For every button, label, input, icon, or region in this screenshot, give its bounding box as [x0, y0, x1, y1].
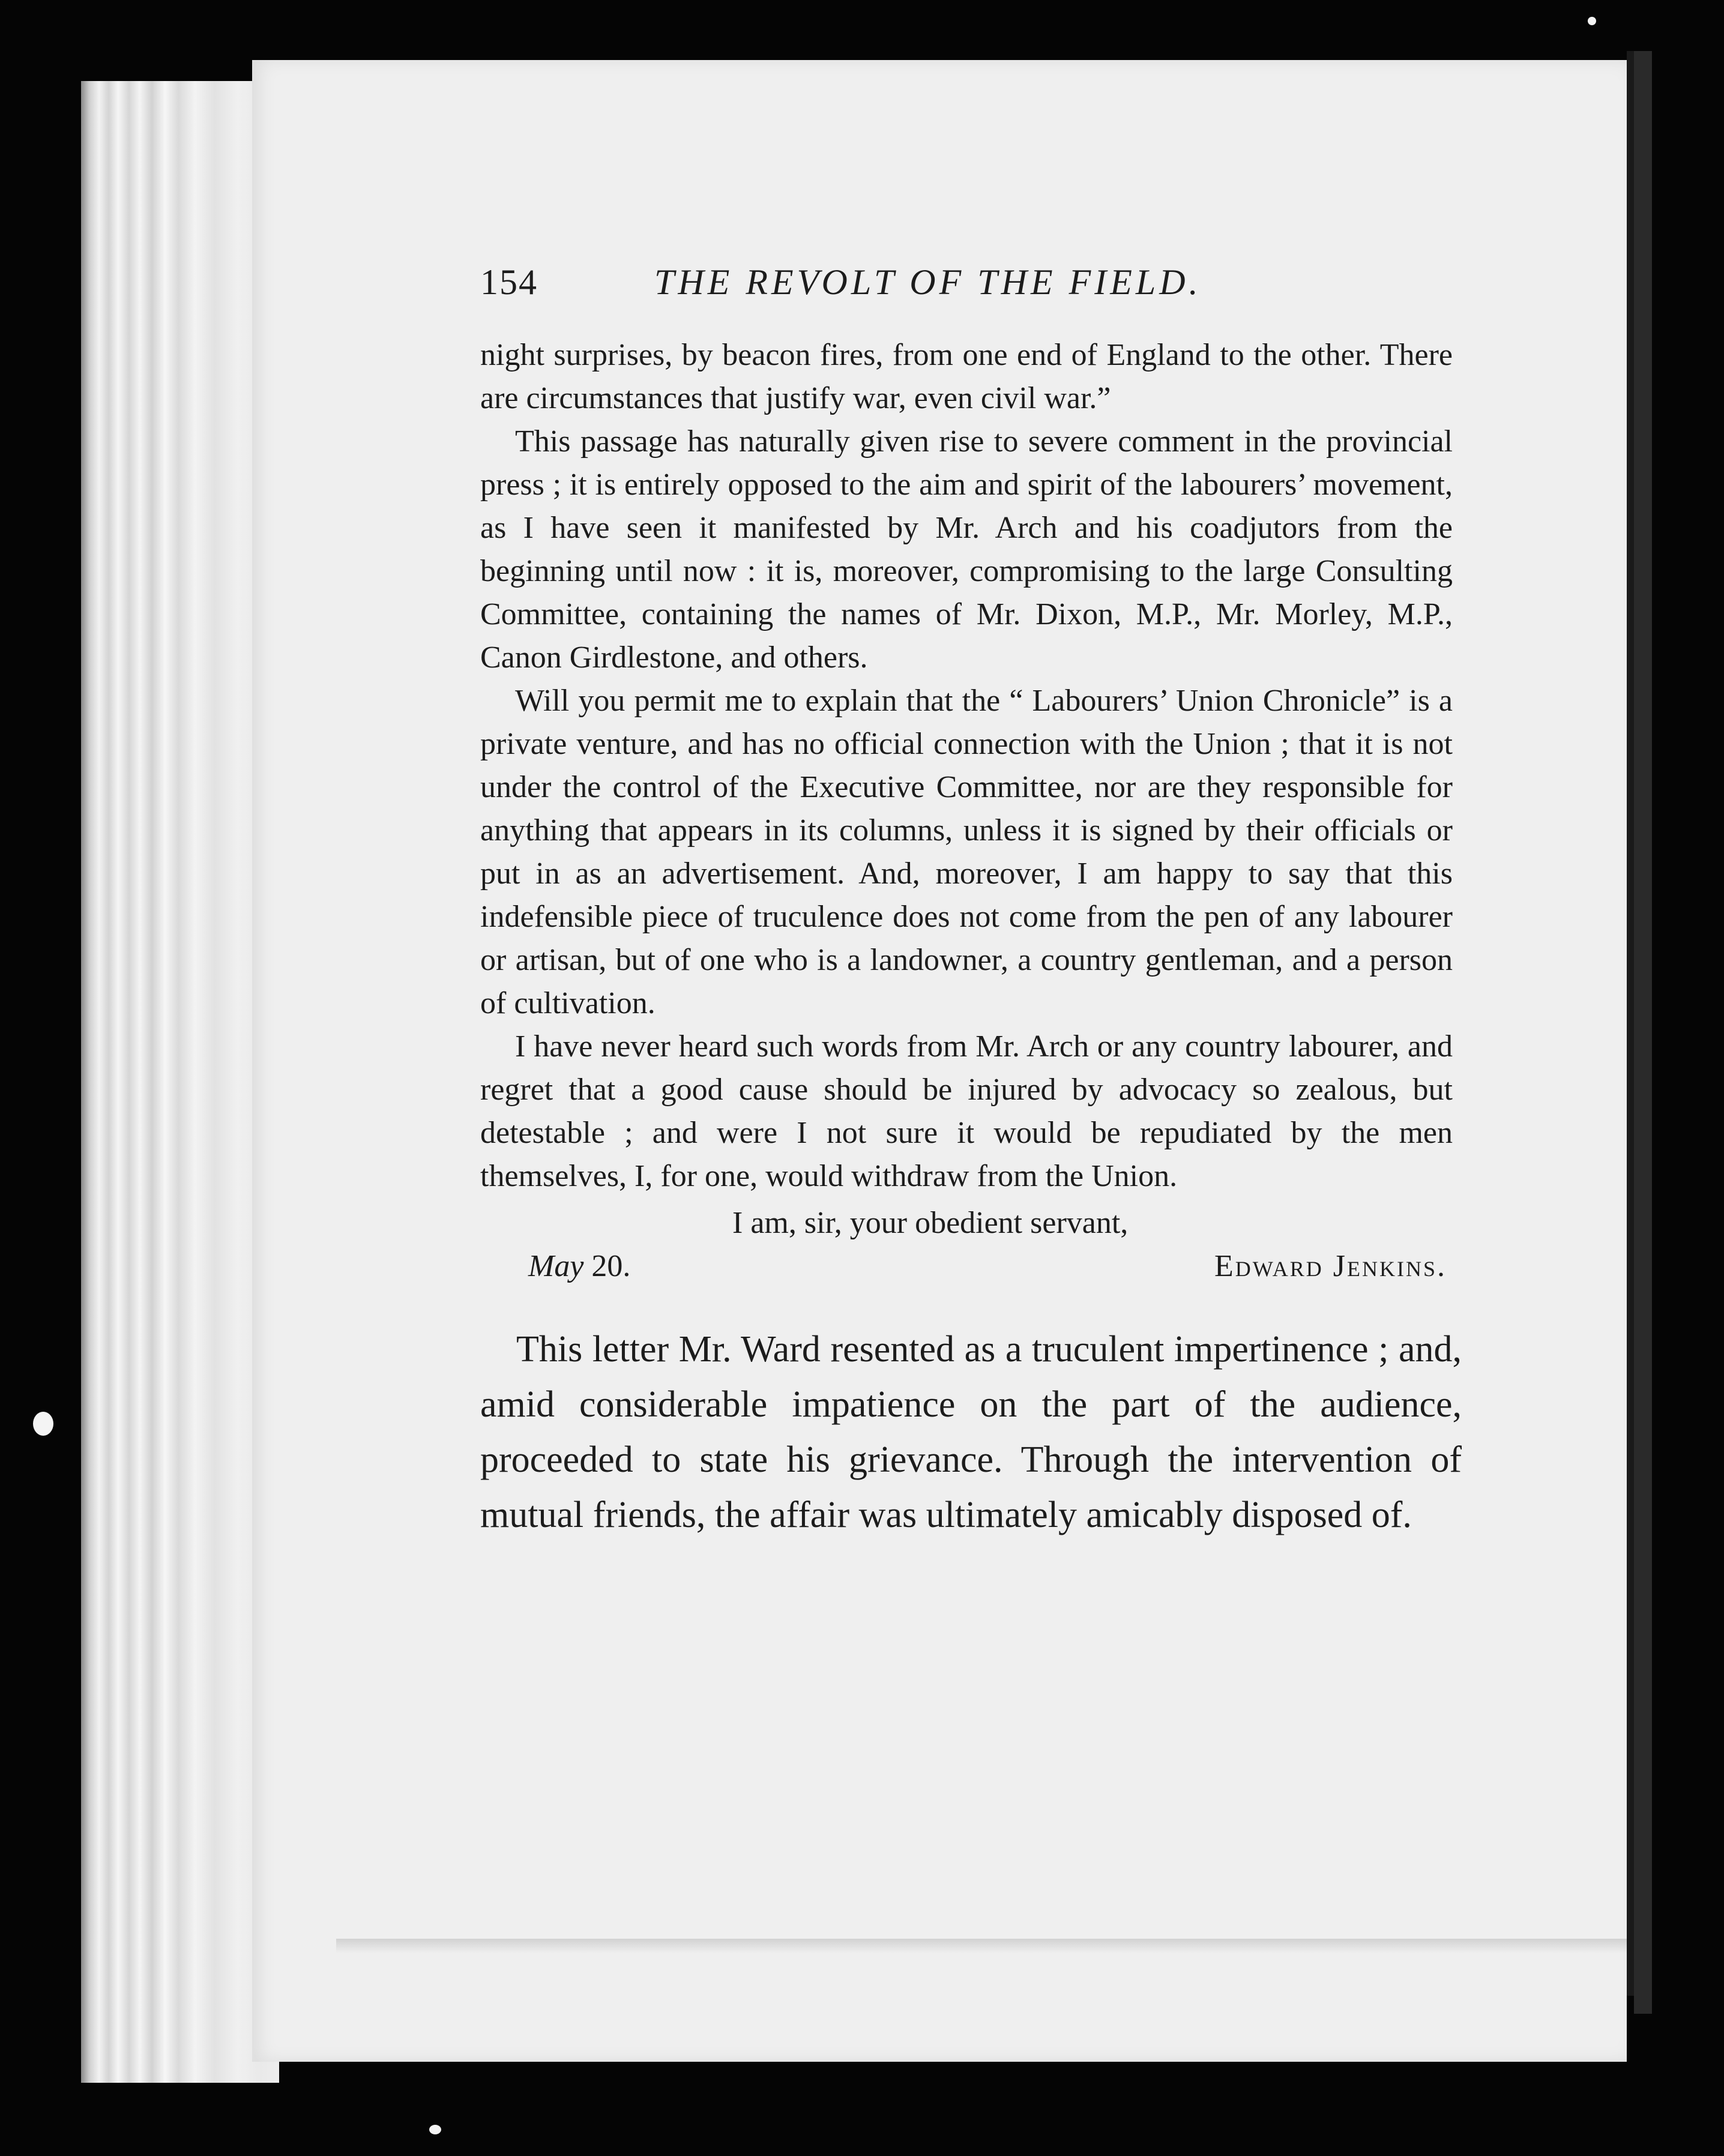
- page-stack-edges: [81, 81, 279, 2083]
- dust-speck: [429, 2125, 441, 2134]
- running-head: [480, 258, 1453, 306]
- letter-paragraph: Will you permit me to explain that the “ Labourers’ Union Chronicle” is a private venture, and has no official connection with the Union ; that it is not under the control of the Executive Committee, nor are they responsible for anything that appears in its columns, unless it is signed by their officials or put in as an advertisement. And, moreover, I am happy to say that this indefensible piece of truculence does not come from the pen of any labourer or artisan, but of one who is a landowner, a country gentleman, and a person of cultivation.: [480, 684, 1453, 1020]
- page-bottom-shadow: [336, 1939, 1627, 1953]
- narrative-paragraph: This letter Mr. Ward resented as a truculent impertinence ; and, amid considerable impatience on the part of the audience, proceeded to state his grievance. Through the intervention of mutual friends, the affair was ultimately amicably disposed of.: [480, 1329, 1462, 1535]
- letter-paragraph: night surprises, by beacon fires, from one end of England to the other. There are circumstances that justify war, even civil war.”: [480, 338, 1453, 415]
- letter-signer: Edward Jenkins.: [1214, 1249, 1447, 1283]
- letter-closing: I am, sir, your obedient servant,: [732, 1206, 1129, 1240]
- facing-page-edge: [1634, 51, 1652, 2014]
- letter-date: [528, 1245, 630, 1288]
- letter-paragraph: I have never heard such words from Mr. Arch or any country labourer, and regret that a good cause should be injured by advocacy so zealous, but detestable ; and were I not sure it would be repudiated by the men themselves, I, for one, would withdraw from the Union.: [480, 1029, 1453, 1193]
- page-text: [480, 258, 1462, 1580]
- page-number: 154: [480, 262, 538, 302]
- letter-paragraph: This passage has naturally given rise to severe comment in the provincial press ; it is entirely opposed to the aim and spirit of the labourers’ movement, as I have seen it manifested by Mr. Arch and his coadjutors from the beginning until now : it is, moreover, compromising to the large Consulting Committee, containing the names of Mr. Dixon, M.P., Mr. Morley, M.P., Canon Girdlestone, and others.: [480, 424, 1453, 675]
- running-title: THE REVOLT OF THE FIELD.: [654, 262, 1202, 302]
- letter-body: [480, 334, 1453, 1198]
- signature-line: [480, 1245, 1453, 1293]
- page-gutter-rule: [1627, 51, 1634, 1996]
- letter-date-day: 20.: [583, 1249, 631, 1283]
- dust-speck: [1588, 17, 1596, 25]
- dust-speck: [33, 1412, 53, 1436]
- letter-date-month: May: [528, 1249, 584, 1283]
